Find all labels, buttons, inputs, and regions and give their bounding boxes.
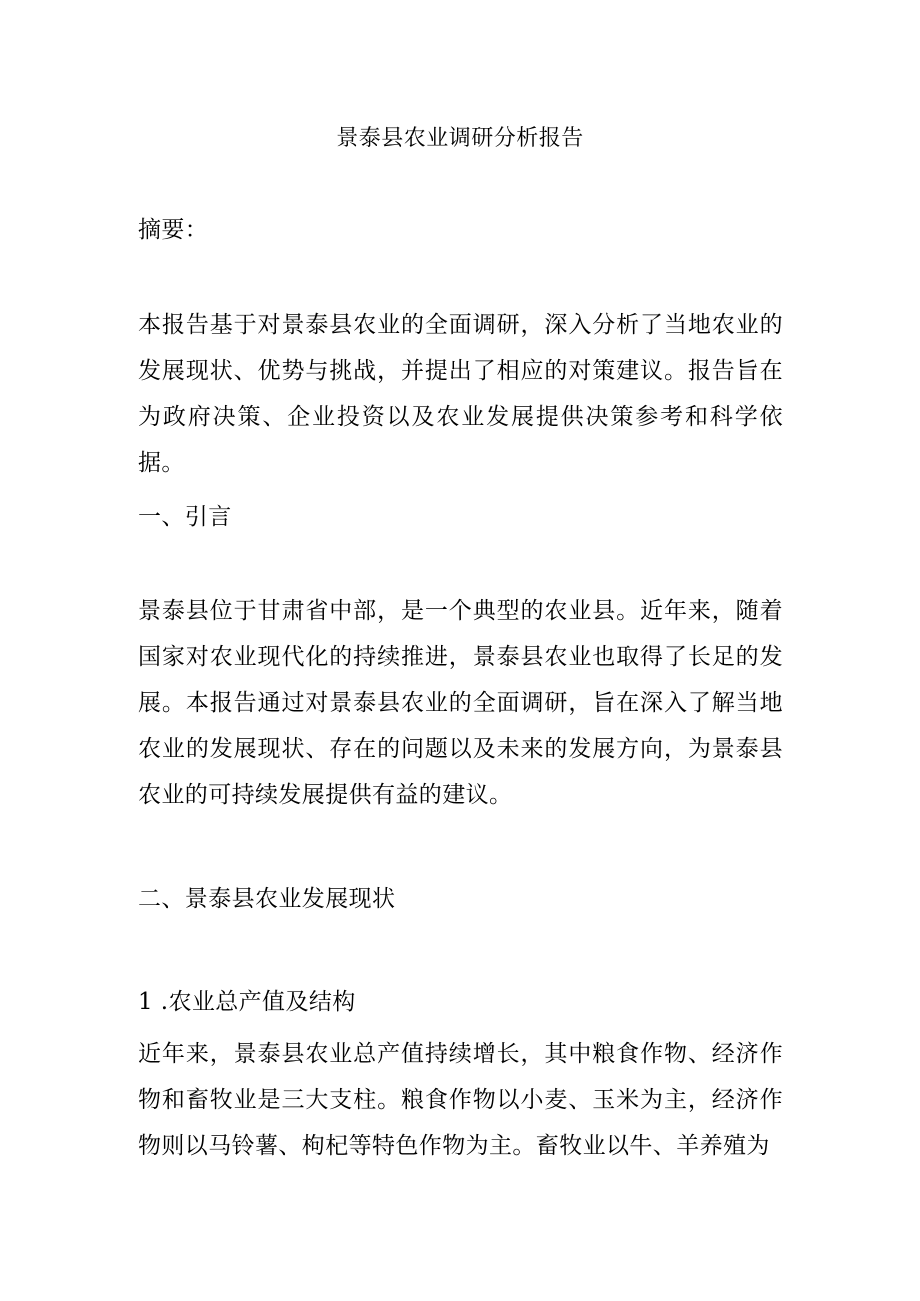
abstract-paragraph: 本报告基于对景泰县农业的全面调研，深入分析了当地农业的发展现状、优势与挑战，并提出了相应的对策建议。报告旨在为政府决策、企业投资以及农业发展提供决策参考和科学依据。 [138,312,783,476]
section-heading-introduction: 一、引言 [138,504,232,530]
abstract-label: 摘要： [138,217,209,243]
subsection-heading-output-structure: 1 .农业总产值及结构 [138,989,356,1015]
section-heading-current-status: 二、景泰县农业发展现状 [138,886,396,912]
document-title: 景泰县农业调研分析报告 [336,126,584,151]
introduction-paragraph: 景泰县位于甘肃省中部，是一个典型的农业县。近年来，随着国家对农业现代化的持续推进，景泰县农业也取得了长足的发展。本报告通过对景泰县农业的全面调研，旨在深入了解当地农业的发展现状、存在的问题以及未来的发展方向，为景泰县农业的可持续发展提供有益的建议。 [138,598,783,808]
output-structure-paragraph: 近年来，景泰县农业总产值持续增长，其中粮食作物、经济作物和畜牧业是三大支柱。粮食作物以小麦、玉米为主，经济作物则以马铃薯、枸杞等特色作物为主。畜牧业以牛、羊养殖为 [138,1041,783,1159]
